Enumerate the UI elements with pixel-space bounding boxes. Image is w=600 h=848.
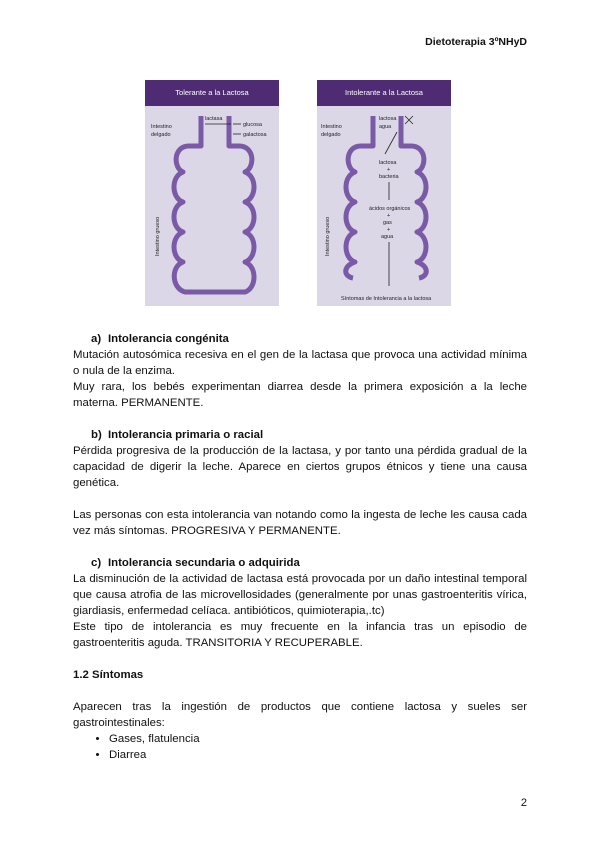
svg-text:+: + (387, 213, 391, 219)
intestine-diagram-tolerant (145, 106, 279, 306)
svg-text:gas: gas (383, 220, 392, 226)
section-heading: a) Intolerancia congénita (91, 333, 229, 345)
svg-text:Intestino grueso: Intestino grueso (325, 216, 331, 256)
paragraph: Mutación autosómica recesiva en el gen de la lactasa que provoca una actividad mínima o nula de la enzima. (73, 349, 527, 377)
page-number: 2 (520, 797, 527, 809)
symptoms-caption: Síntomas de Intolerancia a la lactosa (341, 296, 432, 302)
svg-text:+: + (387, 227, 391, 233)
figure-lactose-tolerant (145, 80, 279, 306)
svg-text:delgado: delgado (321, 132, 341, 138)
symptoms-list (73, 731, 527, 763)
glucose-label: glucosa (243, 122, 262, 128)
galactose-label: galactosa (243, 132, 267, 138)
list-item: • Diarrea (109, 747, 527, 763)
svg-text:Intestino: Intestino (321, 124, 342, 130)
paragraph: Aparecen tras la ingestión de productos que contiene lactosa y sueles ser gastrointestinales: (73, 701, 527, 729)
svg-text:agua: agua (381, 234, 394, 240)
intestine-diagram-intolerant (317, 106, 451, 306)
figure-title: Tolerante a la Lactosa (145, 80, 279, 106)
lactase-label: lactasa (205, 116, 223, 122)
section-heading: b) Intolerancia primaria o racial (91, 429, 264, 441)
paragraph: Este tipo de intolerancia es muy frecuente en la infancia tras un episodio de gastroenteritis aguda. TRANSITORIA Y RECUPERABLE. (73, 621, 527, 649)
svg-text:+: + (387, 167, 391, 173)
figure-title: Intolerante a la Lactosa (317, 80, 451, 106)
list-item: • Gases, flatulencia (109, 731, 527, 747)
svg-text:delgado: delgado (151, 132, 171, 138)
svg-text:ácidos orgánicos: ácidos orgánicos (369, 206, 411, 212)
svg-text:lactosa: lactosa (379, 116, 397, 122)
section-heading: c) Intolerancia secundaria o adquirida (91, 557, 300, 569)
svg-text:bacteria: bacteria (379, 174, 399, 180)
document-header: Dietoterapia 3ºNHyD (425, 36, 527, 48)
paragraph: Pérdida progresiva de la producción de la lactasa, y por tanto una pérdida gradual de la capacidad de digerir la leche. Aparece en ciertos grupos étnicos y tiene una causa genética. (73, 445, 527, 489)
paragraph: La disminución de la actividad de lactasa está provocada por un daño intestinal temporal que causa atrofia de las microvellosidades (generalmente por unas gastroenteritis vírica, giardiasis, enfermedad celíaca. antibióticos, quimioterapia,.tc) (73, 573, 527, 617)
small-intestine-label: Intestino (151, 124, 172, 130)
paragraph: Las personas con esta intolerancia van notando como la ingesta de leche les causa cada vez más síntomas. PROGRESIVA Y PERMANENTE. (73, 509, 527, 537)
paragraph: Muy rara, los bebés experimentan diarrea desde la primera exposición a la leche materna. PERMANENTE. (73, 381, 527, 409)
svg-text:agua: agua (379, 124, 392, 130)
document-body (73, 331, 527, 763)
symptoms-heading: 1.2 Síntomas (73, 669, 144, 681)
figure-lactose-intolerant (317, 80, 451, 306)
svg-text:lactosa: lactosa (379, 160, 397, 166)
large-intestine-label: Intestino grueso (155, 216, 161, 256)
